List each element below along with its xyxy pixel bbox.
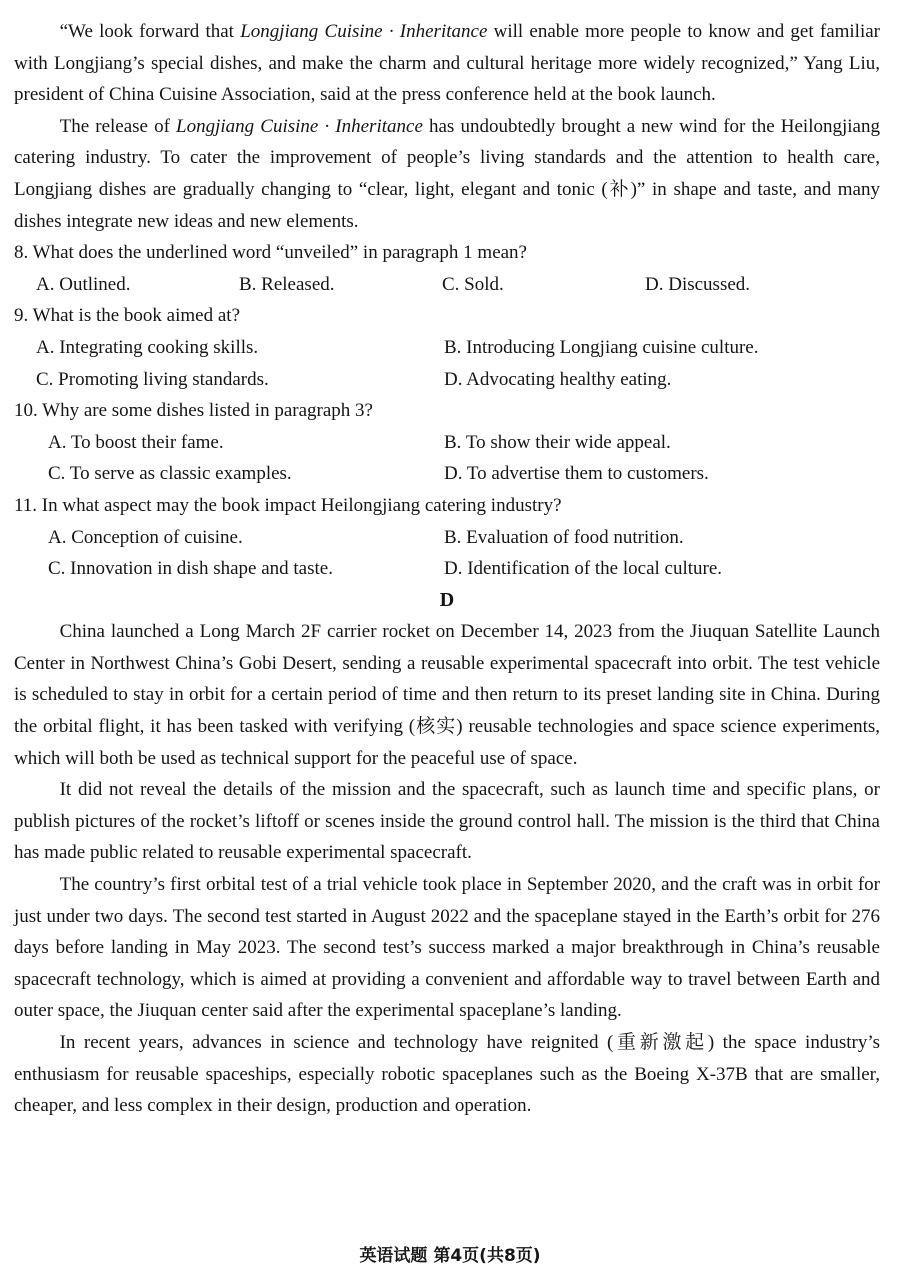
text-segment: will enable more people to know and get familiar with Longjiang’s special dishes, and make the charm and cultural heritage more widely recognized,” Yang Liu, president of China Cuisine Association, said at the press conference held at the book launch. (14, 21, 880, 106)
question-9-options-row-1 (14, 332, 880, 364)
option-c[interactable]: C. To serve as classic examples. (48, 463, 292, 485)
text-segment: The release of (59, 115, 177, 137)
question-8-stem: 8. What does the underlined word “unveiled” in paragraph 1 mean? (14, 242, 527, 264)
book-title: Longjiang Cuisine · Inheritance (240, 21, 488, 42)
option-c[interactable]: C. Innovation in dish shape and taste. (48, 558, 333, 580)
option-a[interactable]: A. To boost their fame. (48, 431, 224, 453)
option-a[interactable]: A. Conception of cuisine. (48, 526, 243, 548)
passage-d-paragraph-2: It did not reveal the details of the mission and the spacecraft, such as launch time and specific plans, or publish pictures of the rocket’s liftoff or scenes inside the ground control hall. The mission is the third that China has made public related to reusable experimental spacecraft. (14, 779, 880, 864)
text-segment: has undoubtedly brought a new wind for the Heilongjiang catering industry. To cater the improvement of people’s living standards and the attention to health care, Longjiang dishes are gradually changing to “clear, light, elegant and tonic (补)” in shape and taste, and many dishes integrate new ideas and new elements. (14, 115, 880, 232)
option-c[interactable]: C. Sold. (442, 273, 504, 295)
option-b[interactable]: B. To show their wide appeal. (444, 431, 671, 453)
question-11-stem: 11. In what aspect may the book impact Heilongjiang catering industry? (14, 494, 562, 516)
option-b[interactable]: B. Evaluation of food nutrition. (444, 526, 684, 548)
option-d[interactable]: D. To advertise them to customers. (444, 463, 709, 485)
option-d[interactable]: D. Advocating healthy eating. (444, 368, 672, 390)
option-b[interactable]: B. Introducing Longjiang cuisine culture. (444, 336, 759, 358)
question-8-options (14, 269, 880, 301)
question-10-options-row-1 (14, 427, 880, 459)
passage-d-paragraph-3: The country’s first orbital test of a trial vehicle took place in September 2020, and the craft was in orbit for just under two days. The second test started in August 2022 and the spaceplane stayed in the Earth’s orbit for 276 days before landing in May 2023. The second test’s success marked a major breakthrough in China’s reusable spacecraft technology, which is aimed at providing a convenient and affordable way to travel between Earth and outer space, the Jiuquan center said after the experimental spaceplane’s landing. (14, 874, 880, 1022)
question-10-options-row-2 (14, 458, 880, 490)
option-a[interactable]: A. Outlined. (36, 273, 131, 295)
question-9-stem: 9. What is the book aimed at? (14, 305, 241, 327)
passage-c-paragraph-1 (14, 16, 880, 111)
question-11-options-row-2 (14, 553, 880, 585)
option-c[interactable]: C. Promoting living standards. (36, 368, 269, 390)
passage-d-paragraph-4: In recent years, advances in science and technology have reignited (重新激起) the space industry’s enthusiasm for reusable spaceships, especially robotic spaceplanes such as the Boeing X-37B that are smaller, cheaper, and less complex in their design, production and operation. (14, 1032, 880, 1117)
option-a[interactable]: A. Integrating cooking skills. (36, 336, 259, 358)
text-segment: “We look forward that (59, 21, 241, 42)
exam-page (14, 16, 880, 1122)
question-9-options-row-2 (14, 364, 880, 396)
option-d[interactable]: D. Discussed. (645, 273, 751, 295)
question-11-options-row-1 (14, 522, 880, 554)
page-footer: 英语试题 第4页(共8页) (359, 1246, 541, 1266)
option-d[interactable]: D. Identification of the local culture. (444, 558, 723, 580)
passage-d-heading: D (439, 588, 455, 611)
question-10-stem: 10. Why are some dishes listed in paragraph 3? (14, 400, 373, 422)
passage-d-paragraph-1: China launched a Long March 2F carrier rocket on December 14, 2023 from the Jiuquan Satellite Launch Center in Northwest China’s Gobi Desert, sending a reusable experimental spacecraft into orbit. The test vehicle is scheduled to stay in orbit for a certain period of time and then return to its preset landing site in China. During the orbital flight, it has been tasked with verifying (核实) reusable technologies and space science experiments, which will both be used as technical support for the peaceful use of space. (14, 621, 880, 769)
option-b[interactable]: B. Released. (239, 273, 335, 295)
passage-c-paragraph-2 (14, 111, 880, 237)
book-title: Longjiang Cuisine · Inheritance (176, 115, 423, 137)
